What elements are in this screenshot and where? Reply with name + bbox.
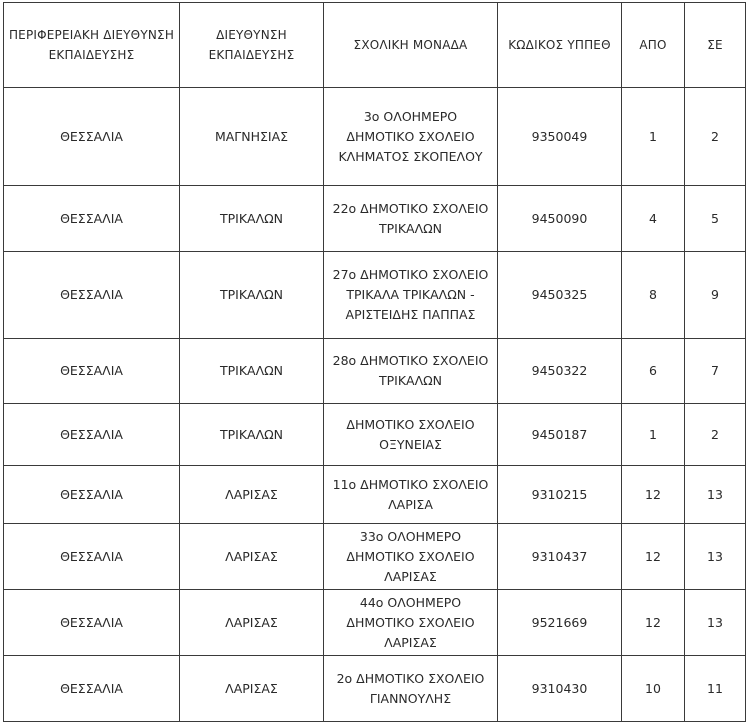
cell-from: 1 xyxy=(622,404,685,466)
cell-code: 9450325 xyxy=(498,252,622,339)
cell-code: 9450090 xyxy=(498,186,622,252)
cell-school: 3ο ΟΛΟΗΜΕΡΟ ΔΗΜΟΤΙΚΟ ΣΧΟΛΕΙΟ ΚΛΗΜΑΤΟΣ ΣΚΟΠΕΛΟΥ xyxy=(324,88,498,186)
cell-to: 5 xyxy=(685,186,746,252)
cell-to: 13 xyxy=(685,524,746,590)
cell-region: ΘΕΣΣΑΛΙΑ xyxy=(4,466,180,524)
cell-code: 9310430 xyxy=(498,656,622,722)
cell-to: 13 xyxy=(685,466,746,524)
cell-to: 9 xyxy=(685,252,746,339)
cell-school: 22ο ΔΗΜΟΤΙΚΟ ΣΧΟΛΕΙΟ ΤΡΙΚΑΛΩΝ xyxy=(324,186,498,252)
header-row xyxy=(4,3,746,88)
cell-region: ΘΕΣΣΑΛΙΑ xyxy=(4,524,180,590)
table-row xyxy=(4,404,746,466)
table-row xyxy=(4,466,746,524)
cell-to: 13 xyxy=(685,590,746,656)
header-from: ΑΠΟ xyxy=(622,3,685,88)
cell-from: 1 xyxy=(622,88,685,186)
cell-from: 12 xyxy=(622,590,685,656)
table-row xyxy=(4,88,746,186)
table-row xyxy=(4,590,746,656)
cell-school: 28ο ΔΗΜΟΤΙΚΟ ΣΧΟΛΕΙΟ ΤΡΙΚΑΛΩΝ xyxy=(324,339,498,404)
cell-directorate: ΤΡΙΚΑΛΩΝ xyxy=(180,404,324,466)
cell-school: 11ο ΔΗΜΟΤΙΚΟ ΣΧΟΛΕΙΟ ΛΑΡΙΣΑ xyxy=(324,466,498,524)
cell-school: ΔΗΜΟΤΙΚΟ ΣΧΟΛΕΙΟ ΟΞΥΝΕΙΑΣ xyxy=(324,404,498,466)
cell-region: ΘΕΣΣΑΛΙΑ xyxy=(4,186,180,252)
cell-directorate: ΛΑΡΙΣΑΣ xyxy=(180,524,324,590)
cell-directorate: ΤΡΙΚΑΛΩΝ xyxy=(180,339,324,404)
table-row xyxy=(4,339,746,404)
cell-directorate: ΜΑΓΝΗΣΙΑΣ xyxy=(180,88,324,186)
cell-to: 2 xyxy=(685,404,746,466)
cell-to: 7 xyxy=(685,339,746,404)
cell-to: 2 xyxy=(685,88,746,186)
cell-from: 6 xyxy=(622,339,685,404)
cell-directorate: ΛΑΡΙΣΑΣ xyxy=(180,590,324,656)
cell-directorate: ΛΑΡΙΣΑΣ xyxy=(180,466,324,524)
header-region: ΠΕΡΙΦΕΡΕΙΑΚΗ ΔΙΕΥΘΥΝΣΗ ΕΚΠΑΙΔΕΥΣΗΣ xyxy=(4,3,180,88)
table-row xyxy=(4,186,746,252)
cell-code: 9310215 xyxy=(498,466,622,524)
cell-school: 33ο ΟΛΟΗΜΕΡΟ ΔΗΜΟΤΙΚΟ ΣΧΟΛΕΙΟ ΛΑΡΙΣΑΣ xyxy=(324,524,498,590)
cell-region: ΘΕΣΣΑΛΙΑ xyxy=(4,88,180,186)
schools-table xyxy=(3,2,746,722)
table-row xyxy=(4,524,746,590)
cell-region: ΘΕΣΣΑΛΙΑ xyxy=(4,404,180,466)
header-code: ΚΩΔΙΚΟΣ ΥΠΠΕΘ xyxy=(498,3,622,88)
cell-directorate: ΤΡΙΚΑΛΩΝ xyxy=(180,252,324,339)
cell-from: 12 xyxy=(622,466,685,524)
cell-from: 10 xyxy=(622,656,685,722)
header-directorate: ΔΙΕΥΘΥΝΣΗ ΕΚΠΑΙΔΕΥΣΗΣ xyxy=(180,3,324,88)
cell-region: ΘΕΣΣΑΛΙΑ xyxy=(4,590,180,656)
cell-from: 4 xyxy=(622,186,685,252)
cell-school: 44ο ΟΛΟΗΜΕΡΟ ΔΗΜΟΤΙΚΟ ΣΧΟΛΕΙΟ ΛΑΡΙΣΑΣ xyxy=(324,590,498,656)
cell-code: 9450187 xyxy=(498,404,622,466)
cell-to: 11 xyxy=(685,656,746,722)
cell-from: 8 xyxy=(622,252,685,339)
cell-code: 9450322 xyxy=(498,339,622,404)
cell-region: ΘΕΣΣΑΛΙΑ xyxy=(4,656,180,722)
cell-region: ΘΕΣΣΑΛΙΑ xyxy=(4,339,180,404)
cell-code: 9521669 xyxy=(498,590,622,656)
cell-school: 2ο ΔΗΜΟΤΙΚΟ ΣΧΟΛΕΙΟ ΓΙΑΝΝΟΥΛΗΣ xyxy=(324,656,498,722)
cell-region: ΘΕΣΣΑΛΙΑ xyxy=(4,252,180,339)
table-row xyxy=(4,252,746,339)
header-to: ΣΕ xyxy=(685,3,746,88)
cell-directorate: ΛΑΡΙΣΑΣ xyxy=(180,656,324,722)
table-row xyxy=(4,656,746,722)
cell-from: 12 xyxy=(622,524,685,590)
cell-code: 9310437 xyxy=(498,524,622,590)
cell-school: 27ο ΔΗΜΟΤΙΚΟ ΣΧΟΛΕΙΟ ΤΡΙΚΑΛΑ ΤΡΙΚΑΛΩΝ - ΑΡΙΣΤΕΙΔΗΣ ΠΑΠΠΑΣ xyxy=(324,252,498,339)
cell-directorate: ΤΡΙΚΑΛΩΝ xyxy=(180,186,324,252)
header-school: ΣΧΟΛΙΚΗ ΜΟΝΑΔΑ xyxy=(324,3,498,88)
cell-code: 9350049 xyxy=(498,88,622,186)
